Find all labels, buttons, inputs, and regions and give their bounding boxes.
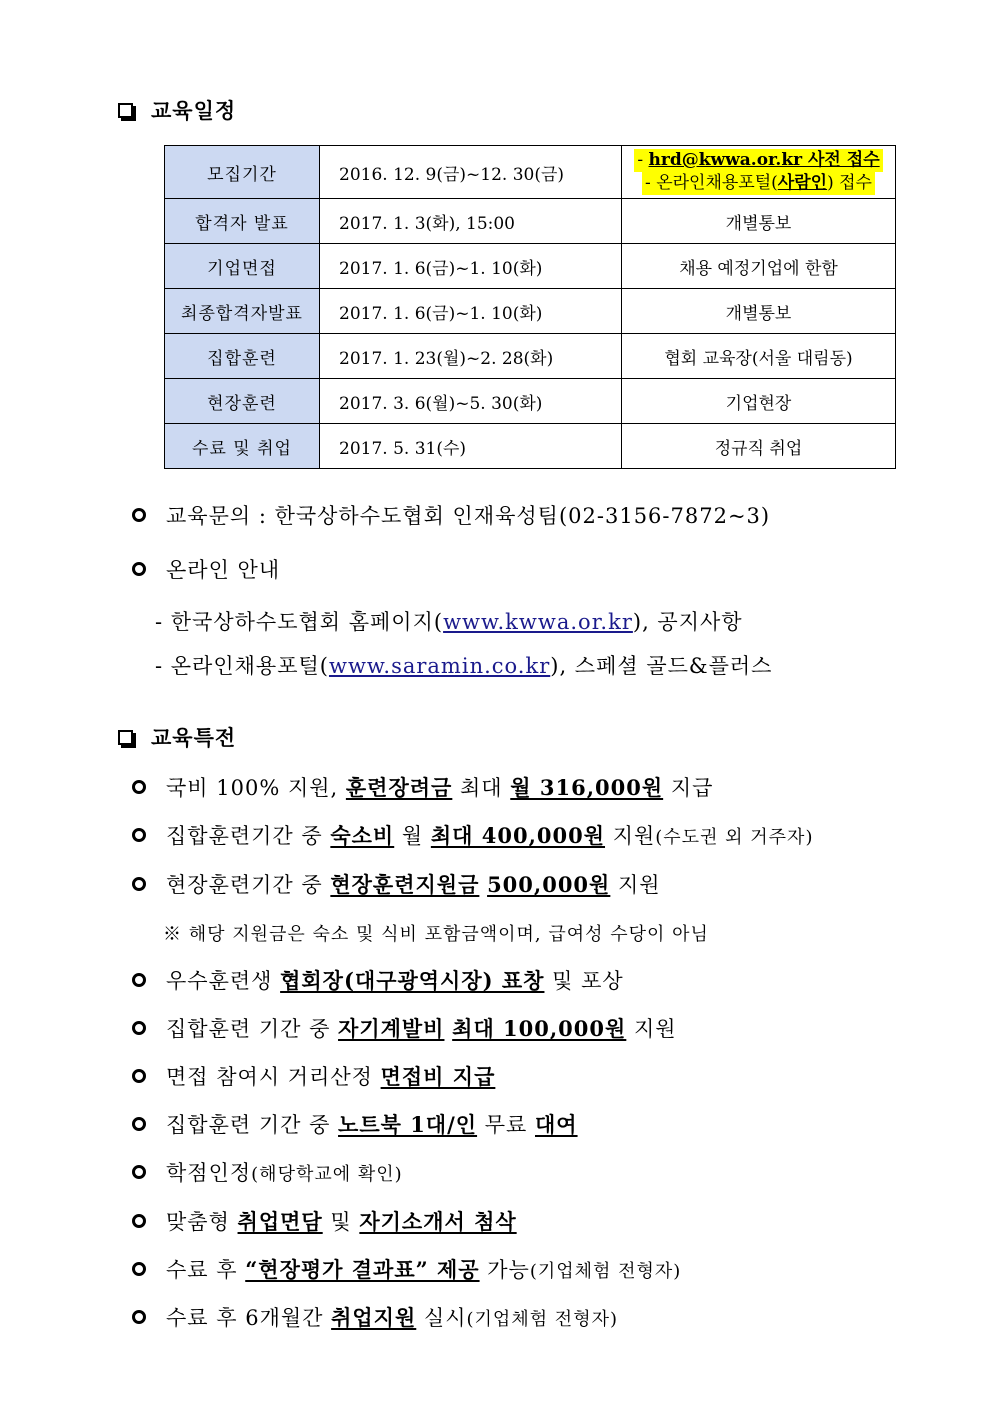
recruit-note-email: - hrd@kwwa.or.kr 사전 접수	[634, 149, 882, 172]
circle-bullet-icon	[132, 877, 146, 891]
table-row	[165, 334, 896, 379]
row-note: 기업현장	[622, 379, 896, 424]
table-row	[165, 199, 896, 244]
list-item: 국비 100% 지원, 훈련장려금 최대 월 316,000원 지급	[132, 772, 713, 802]
circle-bullet-icon	[132, 1069, 146, 1083]
row-date: 2017. 5. 31(수)	[320, 424, 622, 469]
row-label: 기업면접	[165, 244, 320, 289]
list-item: 집합훈련 기간 중 노트북 1대/인 무료 대여	[132, 1109, 578, 1139]
table-row	[165, 146, 896, 199]
row-label: 현장훈련	[165, 379, 320, 424]
row-date: 2017. 1. 3(화), 15:00	[320, 199, 622, 244]
row-label: 합격자 발표	[165, 199, 320, 244]
circle-bullet-icon	[132, 973, 146, 987]
circle-bullet-icon	[132, 562, 146, 576]
section-title: 교육일정	[151, 98, 237, 123]
row-note: 개별통보	[622, 199, 896, 244]
inquiry-text: 교육문의 : 한국상하수도협회 인재육성팀(02-3156-7872~3)	[166, 504, 771, 528]
inquiry-line	[132, 500, 770, 530]
checkbox-square-icon	[118, 103, 133, 118]
row-note	[622, 146, 896, 199]
section-heading-schedule	[118, 95, 236, 125]
list-item: 집합훈련기간 중 숙소비 월 최대 400,000원 지원(수도권 외 거주자)	[132, 820, 813, 850]
list-item: 수료 후 “현장평가 결과표” 제공 가능(기업체험 전형자)	[132, 1254, 681, 1284]
online-guide-title: 온라인 안내	[166, 558, 281, 582]
kwwa-link[interactable]: www.kwwa.or.kr	[443, 610, 633, 634]
checkbox-square-icon	[118, 730, 133, 745]
row-note: 협회 교육장(서울 대림동)	[622, 334, 896, 379]
circle-bullet-icon	[132, 828, 146, 842]
table-row	[165, 244, 896, 289]
support-note: ※ 해당 지원금은 숙소 및 식비 포함금액이며, 급여성 수당이 아님	[163, 924, 709, 945]
table-row	[165, 289, 896, 334]
row-label: 최종합격자발표	[165, 289, 320, 334]
circle-bullet-icon	[132, 1021, 146, 1035]
schedule-table	[164, 145, 896, 469]
list-item: 맞춤형 취업면담 및 자기소개서 첨삭	[132, 1206, 517, 1236]
recruit-note-portal: - 온라인채용포털(사람인) 접수	[642, 172, 875, 195]
row-label: 모집기간	[165, 146, 320, 199]
online-guide-line-1: - 한국상하수도협회 홈페이지(www.kwwa.or.kr), 공지사항	[155, 610, 743, 634]
row-date: 2016. 12. 9(금)~12. 30(금)	[320, 146, 622, 199]
circle-bullet-icon	[132, 780, 146, 794]
circle-bullet-icon	[132, 1117, 146, 1131]
circle-bullet-icon	[132, 508, 146, 522]
online-guide-heading	[132, 554, 280, 584]
row-note: 개별통보	[622, 289, 896, 334]
circle-bullet-icon	[132, 1214, 146, 1228]
list-item: 우수훈련생 협회장(대구광역시장) 표창 및 포상	[132, 965, 624, 995]
table-row	[165, 424, 896, 469]
row-date: 2017. 1. 6(금)~1. 10(화)	[320, 244, 622, 289]
circle-bullet-icon	[132, 1262, 146, 1276]
list-item: 집합훈련 기간 중 자기계발비 최대 100,000원 지원	[132, 1013, 677, 1043]
saramin-link[interactable]: www.saramin.co.kr	[328, 654, 551, 678]
list-item: 학점인정(해당학교에 확인)	[132, 1157, 403, 1187]
row-note: 채용 예정기업에 한함	[622, 244, 896, 289]
list-item: 수료 후 6개월간 취업지원 실시(기업체험 전형자)	[132, 1302, 618, 1332]
row-date: 2017. 1. 23(월)~2. 28(화)	[320, 334, 622, 379]
online-guide-line-2: - 온라인채용포털(www.saramin.co.kr), 스페셜 골드&플러스	[155, 654, 773, 678]
table-row	[165, 379, 896, 424]
circle-bullet-icon	[132, 1165, 146, 1179]
row-label: 수료 및 취업	[165, 424, 320, 469]
circle-bullet-icon	[132, 1310, 146, 1324]
row-label: 집합훈련	[165, 334, 320, 379]
list-item: 면접 참여시 거리산정 면접비 지급	[132, 1061, 495, 1091]
row-note: 정규직 취업	[622, 424, 896, 469]
row-date: 2017. 1. 6(금)~1. 10(화)	[320, 289, 622, 334]
section-heading-benefits	[118, 722, 236, 752]
list-item: 현장훈련기간 중 현장훈련지원금 500,000원 지원	[132, 869, 661, 899]
section-title: 교육특전	[151, 725, 237, 750]
row-date: 2017. 3. 6(월)~5. 30(화)	[320, 379, 622, 424]
